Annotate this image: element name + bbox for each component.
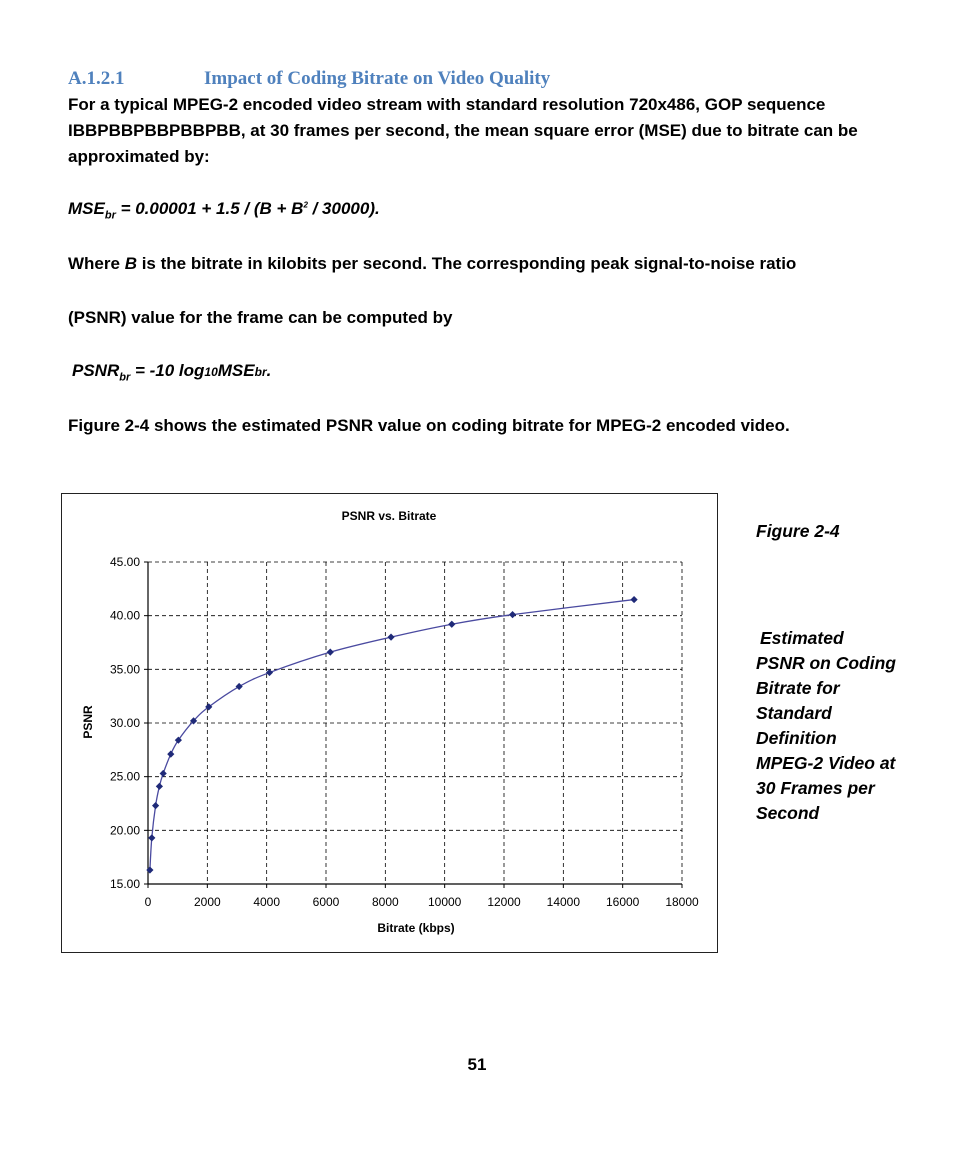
y-tick-label: 15.00 (109, 877, 140, 891)
data-point-marker (387, 634, 394, 641)
figure-reference-paragraph: Figure 2-4 shows the estimated PSNR value on coding bitrate for MPEG-2 encoded video. (68, 416, 790, 435)
y-tick-label: 45.00 (109, 555, 140, 569)
data-point-marker (630, 596, 637, 603)
chart-axes (144, 562, 682, 888)
chart-series (146, 596, 637, 874)
chart-grid (148, 562, 682, 884)
x-tick-label: 16000 (605, 895, 640, 909)
where-var: B (124, 254, 137, 273)
eq1-sup: 2 (303, 200, 308, 210)
page-number: 51 (467, 1055, 487, 1074)
y-axis-label: PSNR (81, 705, 95, 739)
eq2-log-base: 10 (204, 365, 218, 379)
x-tick-label: 0 (144, 895, 152, 909)
y-tick-label: 30.00 (109, 716, 140, 730)
x-tick-label: 6000 (312, 895, 340, 909)
where-post: is the bitrate in kilobits per second. The corresponding peak signal-to-noise ratio (136, 254, 797, 273)
eq1-mid: = 0.00001 + 1.5 / (B + B (115, 199, 304, 218)
x-tick-label: 14000 (546, 895, 581, 909)
psnr-paragraph: (PSNR) value for the frame can be computed by (68, 308, 453, 327)
eq2-mse-sub: br (254, 365, 267, 379)
where-pre: Where (68, 254, 125, 273)
eq1-lhs: MSE (68, 199, 105, 218)
data-point-marker (160, 770, 167, 777)
x-tick-label: 2000 (193, 895, 221, 909)
figure-frame (61, 493, 718, 953)
data-point-marker (327, 649, 334, 656)
eq1-sub: br (104, 209, 116, 222)
where-paragraph (68, 251, 888, 277)
y-tick-label: 20.00 (109, 823, 140, 838)
figure-caption-label: Figure 2-4 (756, 521, 840, 541)
data-point-marker (148, 834, 155, 841)
y-tick-label: 40.00 (109, 608, 140, 623)
data-point-marker (152, 802, 159, 809)
x-tick-labels (145, 895, 699, 909)
y-tick-label: 35.00 (109, 662, 140, 677)
section-number: A.1.2.1 (68, 68, 125, 89)
eq2-lhs: PSNR (72, 361, 120, 380)
chart-title: PSNR vs. Bitrate (341, 509, 437, 523)
data-point-marker (167, 751, 174, 758)
eq2-mse: MSE (217, 361, 255, 380)
eq2-sub: br (119, 371, 131, 384)
section-title: Impact of Coding Bitrate on Video Quality (204, 68, 551, 89)
psnr-equation (72, 361, 271, 383)
eq2-end: . (266, 361, 272, 380)
figure-caption-text: Estimated PSNR on Coding Bitrate for Standard Definition MPEG-2 Video at 30 Frames per Second (756, 628, 896, 823)
data-point-marker (146, 866, 153, 873)
data-point-marker (156, 783, 163, 790)
mse-equation (68, 199, 380, 221)
y-tick-labels (110, 555, 140, 891)
x-tick-label: 4000 (253, 895, 281, 909)
series-line (150, 600, 634, 870)
section-heading (68, 68, 550, 90)
data-point-marker (448, 621, 455, 628)
eq1-end: / 30000). (307, 199, 380, 218)
intro-paragraph: For a typical MPEG-2 encoded video stream with standard resolution 720x486, GOP sequence IBBPBBPBBPBBPBB, at 30 frames per second, the mean square error (MSE) due to bitrate can be approximated by: (68, 95, 858, 166)
x-tick-label: 18000 (665, 895, 699, 909)
data-point-marker (509, 611, 516, 618)
x-tick-label: 8000 (371, 895, 399, 909)
x-axis-label: Bitrate (kbps) (377, 921, 455, 935)
psnr-chart (62, 494, 717, 952)
y-tick-label: 25.00 (109, 769, 140, 784)
x-tick-label: 12000 (487, 895, 521, 909)
data-point-marker (236, 683, 243, 690)
x-tick-label: 10000 (427, 895, 462, 909)
eq2-mid: = -10 log (130, 361, 205, 380)
